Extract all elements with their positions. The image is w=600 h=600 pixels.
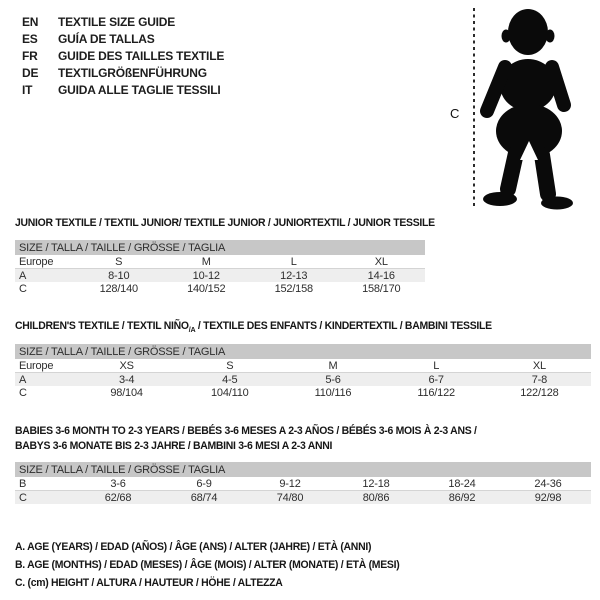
size-header-band: SIZE / TALLA / TAILLE / GRÖSSE / TAGLIA: [15, 344, 591, 359]
row-label: C: [19, 282, 27, 295]
junior-size-table: [15, 240, 425, 295]
table-cell: S: [178, 359, 281, 373]
lang-row-es: [22, 31, 224, 48]
foot-right: [541, 197, 573, 210]
table-cell: 98/104: [110, 386, 143, 399]
table-cell: 110/116: [314, 386, 352, 399]
table-row: [15, 240, 425, 255]
table-cell: 92/98: [505, 491, 591, 505]
footnote-c: C. (cm) HEIGHT / ALTURA / HAUTEUR / HÖHE / ALTEZZA: [15, 577, 283, 589]
head: [508, 9, 548, 55]
table-cell: 62/68: [75, 491, 161, 505]
footnote-a: A. AGE (YEARS) / EDAD (AÑOS) / ÂGE (ANS) / ALTER (JAHRE) / ETÀ (ANNI): [15, 541, 372, 553]
lang-label: GUÍA DE TALLAS: [58, 32, 155, 46]
foot-left: [483, 192, 517, 206]
table-cell: 158/170: [362, 282, 401, 295]
language-title-list: [22, 14, 224, 99]
table-cell: 10-12: [163, 269, 251, 283]
table-row: [15, 462, 591, 477]
babies-table-title: [15, 424, 477, 454]
table-cell: 7-8: [488, 373, 591, 387]
lang-label: GUIDE DES TAILLES TEXTILE: [58, 49, 225, 63]
lang-row-de: [22, 65, 224, 82]
table-row: [15, 373, 591, 387]
table-cell: 152/158: [274, 282, 313, 295]
table-cell: 74/80: [247, 491, 333, 505]
row-label: C: [19, 386, 27, 399]
size-header-band: SIZE / TALLA / TAILLE / GRÖSSE / TAGLIA: [15, 462, 591, 477]
table-cell: L: [250, 255, 338, 269]
table-row: [15, 491, 591, 505]
table-row: [15, 282, 425, 295]
leg-right: [542, 155, 548, 194]
lang-code: ES: [22, 32, 38, 46]
lang-label: TEXTILE SIZE GUIDE: [58, 15, 176, 29]
table-cell: 8-10: [75, 269, 163, 283]
lang-row-en: [22, 14, 224, 31]
lang-label: GUIDA ALLE TAGLIE TESSILI: [58, 83, 221, 97]
table-cell: 6-7: [385, 373, 488, 387]
junior-table-title: JUNIOR TEXTILE / TEXTIL JUNIOR/ TEXTILE JUNIOR / JUNIORTEXTIL / JUNIOR TESSILE: [15, 217, 435, 229]
table-cell: 128/140: [99, 282, 138, 295]
table-cell: 104/110: [211, 386, 249, 399]
height-measure-dashed-line: [473, 8, 475, 206]
table-cell: XS: [75, 359, 178, 373]
table-cell: 5-6: [281, 373, 384, 387]
table-cell: 86/92: [419, 491, 505, 505]
footnote-legend: [15, 538, 399, 592]
footnote-b: B. AGE (MONTHS) / EDAD (MESES) / ÂGE (MOIS) / ALTER (MONATE) / ETÀ (MESI): [15, 559, 400, 571]
table-cell: 6-9: [161, 477, 247, 491]
lang-code: EN: [22, 15, 39, 29]
lang-row-it: [22, 82, 224, 99]
leg-left: [508, 153, 516, 189]
table-cell: 9-12: [247, 477, 333, 491]
babies-title-line2: BABYS 3-6 MONATE BIS 2-3 JAHRE / BAMBINI 3-6 MESI A 2-3 ANNI: [15, 440, 333, 452]
table-cell: 80/86: [333, 491, 419, 505]
title-text: / TEXTILE DES ENFANTS / KINDERTEXTIL / BAMBINI TESSILE: [195, 320, 492, 332]
table-cell: M: [163, 255, 251, 269]
title-subscript: /A: [188, 325, 196, 335]
children-table-title: [15, 320, 492, 334]
table-row: [15, 344, 591, 359]
table-cell: 18-24: [419, 477, 505, 491]
table-row: [15, 386, 591, 399]
table-cell: 68/74: [161, 491, 247, 505]
babies-size-table: [15, 462, 591, 504]
arm-right: [552, 67, 564, 105]
table-cell: XL: [338, 255, 426, 269]
table-cell: 12-13: [250, 269, 338, 283]
table-cell: 116/122: [417, 386, 455, 399]
lang-code: DE: [22, 66, 39, 80]
table-cell: 122/128: [520, 386, 559, 399]
row-label: Europe: [15, 359, 75, 373]
row-label: A: [15, 269, 75, 283]
table-cell: M: [281, 359, 384, 373]
row-label: B: [15, 477, 75, 491]
lang-row-fr: [22, 48, 224, 65]
table-row: [15, 255, 425, 269]
arm-left: [487, 67, 505, 111]
table-cell: 12-18: [333, 477, 419, 491]
table-cell: 4-5: [178, 373, 281, 387]
table-row: [15, 269, 425, 283]
size-header-band: SIZE / TALLA / TAILLE / GRÖSSE / TAGLIA: [15, 240, 425, 255]
lang-label: TEXTILGRÖßENFÜHRUNG: [58, 66, 207, 80]
children-size-table: [15, 344, 591, 399]
table-cell: 140/152: [187, 282, 226, 295]
height-measure-label: C: [450, 106, 460, 121]
table-row: [15, 359, 591, 373]
title-text: CHILDREN'S TEXTILE / TEXTIL NIÑO: [15, 320, 189, 332]
row-label: A: [15, 373, 75, 387]
row-label: Europe: [15, 255, 75, 269]
table-cell: L: [385, 359, 488, 373]
table-cell: 3-6: [75, 477, 161, 491]
babies-title-line1: BABIES 3-6 MONTH TO 2-3 YEARS / BEBÉS 3-6 MESES A 2-3 AÑOS / BÉBÉS 3-6 MOIS À 2-3 ANS /: [15, 425, 477, 437]
lang-code: FR: [22, 49, 38, 63]
table-cell: XL: [488, 359, 591, 373]
table-row: [15, 477, 591, 491]
table-cell: 3-4: [75, 373, 178, 387]
toddler-silhouette-image: [478, 5, 600, 210]
table-cell: S: [75, 255, 163, 269]
table-cell: 24-36: [505, 477, 591, 491]
table-cell: 14-16: [338, 269, 426, 283]
row-label: C: [15, 491, 75, 505]
lang-code: IT: [22, 83, 33, 97]
